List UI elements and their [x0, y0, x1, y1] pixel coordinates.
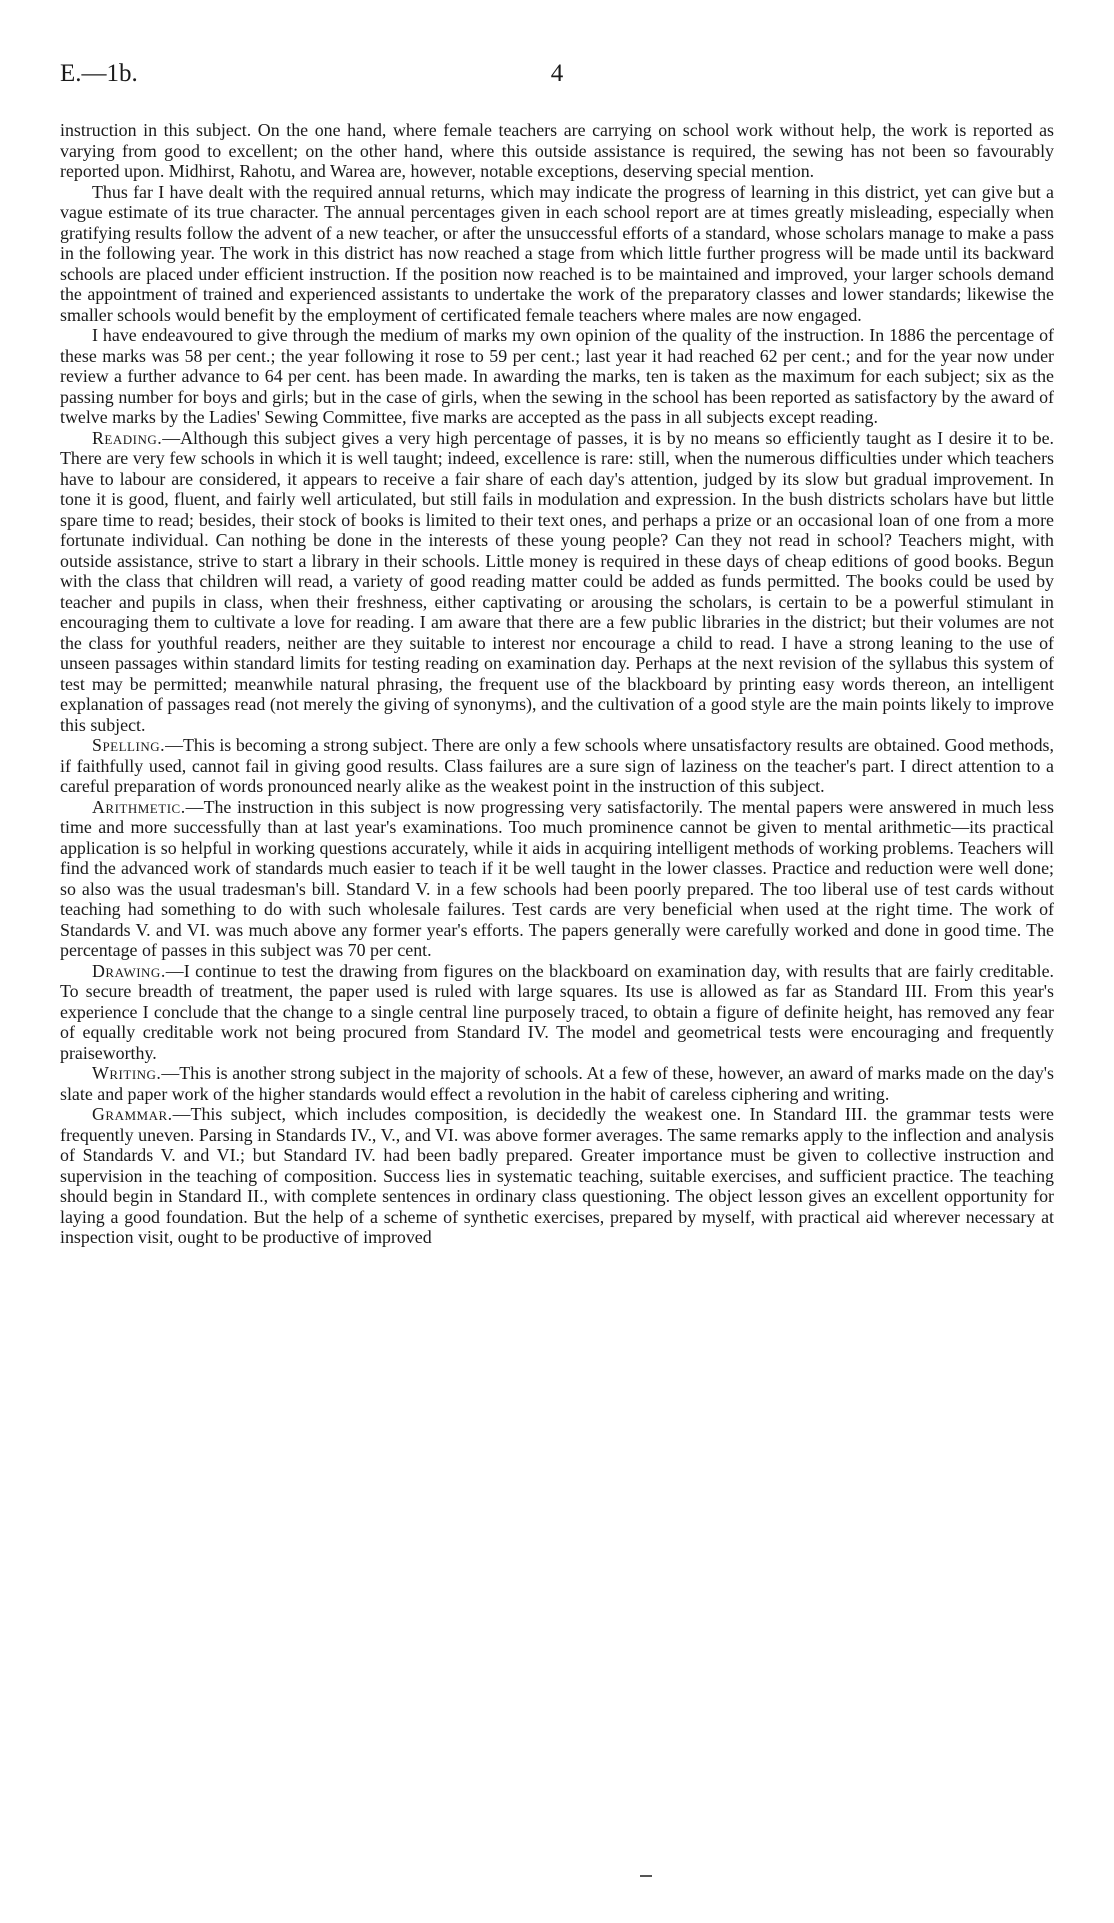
paragraph-spelling [60, 735, 1054, 797]
paragraph-text: —This subject, which includes composition, is decidedly the weakest one. In Standard III. the grammar tests were frequently uneven. Parsing in Standards IV., V., and VI. was above former averages. The same remarks apply to the inflection and analysis of Standards V. and VI.; but Standard IV. had been badly prepared. Greater importance must be given to collective instruction and supervision in the teaching of composition. Success lies in systematic teaching, suitable exercises, and sufficient practice. The teaching should begin in Standard II., with complete sentences in ordinary class questioning. The object lesson gives an excellent opportunity for laying a good foundation. But the help of a scheme of synthetic exercises, prepared by myself, with practical aid wherever necessary at inspection visit, ought to be productive of improved [60, 1104, 1054, 1247]
print-mark [640, 1875, 652, 1877]
paragraph-reading [60, 428, 1054, 736]
paragraph-text: —The instruction in this subject is now progressing very satisfactorily. The mental papers were answered in much less time and more successfully than at last year's examinations. Too much prominence cannot be given to mental arithmetic—its practical application is so helpful in working questions accurately, while it aids in acquiring intelligent methods of working problems. Teachers will find the advanced work of standards much easier to teach if it be well taught in the lower classes. Practice and reduction were well done; so also was the usual tradesman's bill. Standard V. in a few schools had been poorly prepared. The too liberal use of test cards without teaching had something to do with such wholesale failures. Test cards are very beneficial when used at the right time. The work of Standards V. and VI. was much above any former year's efforts. The papers generally were carefully worked and done in good time. The percentage of passes in this subject was 70 per cent. [60, 796, 1054, 960]
section-heading-drawing: Drawing. [92, 960, 166, 981]
document-reference: E.—1b. [60, 60, 138, 87]
paragraph-text: —I continue to test the drawing from figures on the blackboard on examination day, with results that are fairly creditable. To secure breadth of treatment, the paper used is ruled with large squares. Its use is allowed as far as Standard III. From this year's experience I conclude that the change to a single central line purposely traced, to obtain a figure of definite height, has removed any fear of equally creditable work not being procured from Standard IV. The model and geometrical tests were encouraging and frequently praiseworthy. [60, 960, 1054, 1063]
document-page [60, 60, 1054, 1248]
paragraph-text: —Although this subject gives a very high percentage of passes, it is by no means so efficiently taught as I desire it to be. There are very few schools in which it is well taught; indeed, excellence is rare: still, when the numerous difficulties under which teachers have to labour are considered, it appears to receive a fair share of each day's attention, judged by its slow but gradual improvement. In tone it is good, fluent, and fairly well articulated, but still fails in modulation and expression. In the bush districts scholars have but little spare time to read; besides, their stock of books is limited to their text ones, and perhaps a prize or an occasional loan of one from a more fortunate individual. Can nothing be done in the interests of these young people? Can they not read in school? Teachers might, with outside assistance, strive to start a library in their schools. Little money is required in these days of cheap editions of good books. Begun with the class that children will read, a variety of good reading matter could be added as funds permitted. The books could be used by teacher and pupils in class, when their freshness, either captivating or arousing the scholars, is certain to be a powerful stimulant in encouraging them to cultivate a love for reading. I am aware that there are a few public libraries in the district; but their volumes are not the class for youthful readers, neither are they suitable to interest nor encourage a child to read. I have a strong leaning to the use of unseen passages within standard limits for testing reading on examination day. Perhaps at the next revision of the syllabus this system of test may be permitted; meanwhile natural phrasing, the frequent use of the blackboard by printing easy words thereon, an intelligent explanation of passages read (not merely the giving of synonyms), and the cultivation of a good style are the main points likely to improve this subject. [60, 427, 1054, 735]
paragraph-text: Thus far I have dealt with the required annual returns, which may indicate the progress of learning in this district, yet can give but a vague estimate of its true character. The annual percentages given in each school report are at times greatly misleading, especially when gratifying results follow the advent of a new teacher, or after the unsuccessful efforts of a standard, whose scholars manage to make a pass in the following year. The work in this district has now reached a stage from which little further progress will be made until its backward schools are placed under efficient instruction. If the position now reached is to be maintained and improved, your larger schools demand the appointment of trained and experienced assistants to undertake the work of the preparatory classes and lower standards; likewise the smaller schools would benefit by the employment of certificated female teachers where males are now engaged. [60, 181, 1054, 325]
paragraph-sewing-continued [60, 120, 1054, 182]
page-number: 4 [550, 60, 564, 87]
paragraph-text: I have endeavoured to give through the medium of marks my own opinion of the quality of the instruction. In 1886 the percentage of these marks was 58 per cent.; the year following it rose to 59 per cent.; last year it had reached 62 per cent.; and for the year now under review a further advance to 64 per cent. has been made. In awarding the marks, ten is taken as the maximum for each subject; six as the passing number for boys and girls; but in the case of girls, when the sewing in the school has been reported as satisfactory by the award of twelve marks by the Ladies' Sewing Committee, five marks are accepted as the pass in all subjects except reading. [60, 325, 1054, 427]
section-heading-grammar: Grammar. [92, 1104, 173, 1124]
paragraph-text: —This is becoming a strong subject. There are only a few schools where unsatisfactory results are obtained. Good methods, if faithfully used, cannot fail in giving good results. Class failures are a sure sign of laziness on the teacher's part. I direct attention to a careful preparation of words pronounced nearly alike as the weakest point in the instruction of this subject. [60, 735, 1054, 796]
section-heading-reading: Reading. [92, 427, 163, 448]
paragraph-marks [60, 325, 1054, 428]
report-body [60, 120, 1054, 1248]
section-heading-arithmetic: Arithmetic. [92, 796, 186, 817]
section-heading-spelling: Spelling. [92, 735, 166, 755]
section-heading-writing: Writing. [92, 1063, 162, 1083]
page-header [60, 60, 1054, 100]
paragraph-annual-returns [60, 182, 1054, 326]
paragraph-text: —This is another strong subject in the majority of schools. At a few of these, however, an award of marks made on the day's slate and paper work of the higher standards would effect a revolution in the habit of careless ciphering and writing. [60, 1063, 1054, 1104]
paragraph-drawing [60, 961, 1054, 1064]
paragraph-writing [60, 1063, 1054, 1104]
paragraph-arithmetic [60, 797, 1054, 961]
paragraph-text: instruction in this subject. On the one hand, where female teachers are carrying on school work without help, the work is reported as varying from good to excellent; on the other hand, where this outside assistance is required, the sewing has not been so favourably reported upon. Midhirst, Rahotu, and Warea are, however, notable exceptions, deserving special mention. [60, 120, 1054, 181]
paragraph-grammar [60, 1104, 1054, 1248]
